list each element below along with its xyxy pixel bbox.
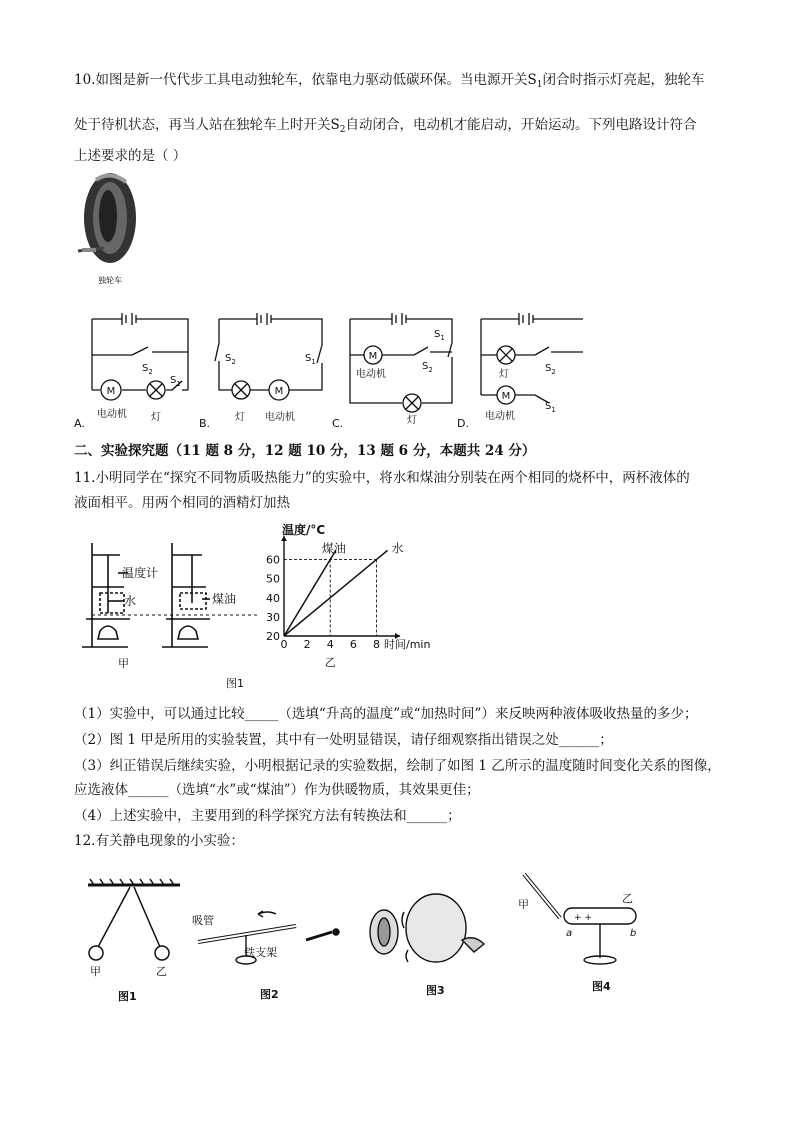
circuit-option-b [197, 305, 332, 430]
svg-text:M: M [368, 351, 378, 362]
option-b-letter: B. [199, 417, 211, 430]
temperature-time-chart [262, 523, 431, 672]
x-axis-label: 时间/min [384, 638, 431, 651]
circuit-option-a [70, 305, 200, 430]
y-tick-label: 50 [266, 572, 280, 586]
series-line-1 [284, 550, 388, 636]
svg-text:S2: $S_2$ [142, 363, 153, 376]
y-axis-label: 温度/°C [282, 523, 326, 537]
fig4-rod-label: 甲 [518, 898, 529, 911]
svg-text:S2: $S_2$ [422, 361, 433, 374]
q12-figure-2 [186, 880, 366, 1005]
svg-text:S2: $S_2$ [545, 363, 556, 376]
option-d-lamp-label: 灯 [499, 369, 509, 380]
series-label-0: 煤油 [321, 541, 346, 556]
fig1-ball-right: 乙 [156, 965, 167, 978]
q12-line1: 12.有关静电现象的小实验： [74, 833, 244, 849]
svg-text:S1: $S_1$ [170, 375, 181, 388]
x-tick-label: 6 [349, 638, 357, 651]
q11-sub3a: （3）纠正错误后继续实验，小明根据记录的实验数据，绘制了如图 1 乙所示的温度随时间变化关系的图像， [74, 758, 721, 774]
svg-text:M: M [274, 386, 284, 397]
figure-1-title: 图1 [226, 677, 244, 690]
fig3-caption: 图3 [426, 984, 445, 997]
svg-text:S1: $S_1$ [545, 401, 556, 414]
svg-text:M: M [501, 391, 511, 402]
svg-text:S1: $S_1$ [305, 353, 316, 366]
svg-text:M: M [106, 386, 116, 397]
svg-text:S1: $S_1$ [434, 329, 445, 342]
x-tick-label: 0 [280, 638, 288, 651]
y-tick-label: 30 [266, 610, 280, 624]
q12-figure-3 [362, 882, 502, 1002]
section-2-heading: 二、实验探究题（11 题 8 分，12 题 10 分，13 题 6 分，本题共 24 分） [74, 443, 536, 459]
option-a-motor-label: 电动机 [97, 409, 127, 420]
q11-sub4: （4）上述实验中，主要用到的科学探究方法有转换法和______； [74, 808, 461, 824]
y-tick-label: 20 [266, 630, 280, 643]
fig2-caption: 图2 [260, 988, 279, 1001]
option-b-lamp-label: 灯 [235, 412, 245, 423]
q12-figure-4 [512, 866, 662, 1001]
water-label: 水 [124, 594, 137, 608]
fig2-straw-label: 吸管 [192, 914, 214, 927]
thermometer-label: 温度计 [122, 566, 159, 580]
fig4-end-b: b [630, 928, 637, 939]
option-b-motor-label: 电动机 [265, 412, 295, 423]
q10-line2: 处于待机状态，再当人站在独轮车上时开关$S_2$自动闭合，电动机才能启动，开始运动。下列电路设计符合 [74, 117, 697, 135]
option-c-letter: C. [332, 417, 344, 430]
apparatus-caption: 甲 [118, 657, 129, 670]
x-tick-label: 4 [326, 638, 334, 651]
q11-apparatus-figure [78, 535, 268, 695]
svg-text:+ +: + + [574, 913, 592, 923]
fig1-caption: 图1 [118, 990, 137, 1003]
q11-sub1: （1）实验中，可以通过比较_____（选填“升高的温度”或“加热时间”）来反映两种液体吸收热量的多少； [74, 706, 698, 722]
series-label-1: 水 [391, 541, 404, 556]
x-tick-label: 8 [372, 638, 380, 651]
circuit-option-d [455, 305, 590, 430]
circuit-option-c [330, 305, 460, 430]
kerosene-label: 煤油 [212, 592, 237, 606]
series-line-0 [284, 550, 336, 636]
option-a-letter: A. [74, 417, 85, 430]
q10-line3: 上述要求的是（ ） [74, 148, 187, 164]
q11-sub2: （2）图 1 甲是所用的实验装置，其中有一处明显错误，请仔细观察指出错误之处______； [74, 732, 613, 748]
fig1-ball-left: 甲 [90, 965, 101, 978]
fig4-caption: 图4 [592, 980, 611, 993]
chart-caption: 乙 [324, 656, 336, 669]
q11-line1: 11.小明同学在“探究不同物质吸热能力”的实验中，将水和煤油分别装在两个相同的烧杯中，两杯液体的 [74, 470, 690, 486]
q12-figure-1 [80, 875, 190, 1005]
fig2-stand-label: 铁支架 [244, 946, 277, 959]
y-tick-label: 40 [266, 591, 280, 605]
x-tick-label: 2 [303, 638, 311, 651]
unicycle-caption: 独轮车 [98, 276, 122, 285]
unicycle-photo [74, 168, 144, 288]
q11-line2: 液面相平。用两个相同的酒精灯加热 [74, 495, 290, 511]
q11-sub3b: 应选液体______（选填“水”或“煤油”）作为供暖物质，其效果更佳； [74, 782, 480, 798]
option-c-lamp-label: 灯 [407, 415, 417, 426]
y-tick-label: 60 [266, 553, 280, 567]
option-d-motor-label: 电动机 [485, 411, 515, 422]
option-d-letter: D. [457, 417, 469, 430]
q10-line1: 10.如图是新一代代步工具电动独轮车，依靠电力驱动低碳环保。当电源开关$S_1$闭合时指示灯亮起，独轮车 [74, 72, 705, 90]
option-a-lamp-label: 灯 [151, 412, 161, 423]
fig4-conductor-label: 乙 [622, 892, 633, 905]
option-c-motor-label: 电动机 [356, 369, 386, 380]
svg-text:S2: $S_2$ [225, 353, 236, 366]
fig4-end-a: a [566, 928, 573, 939]
